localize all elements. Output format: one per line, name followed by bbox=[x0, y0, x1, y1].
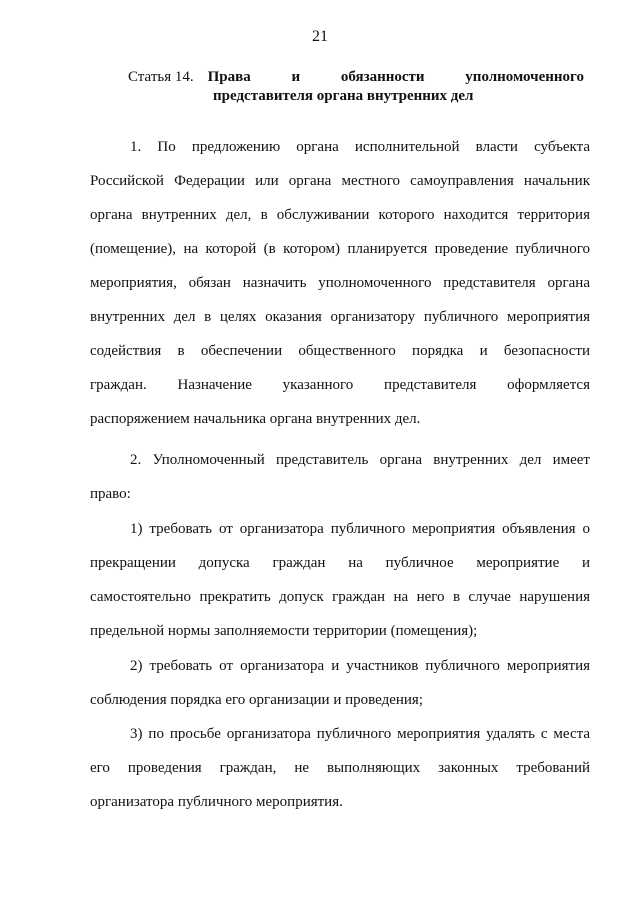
text-line: 3) по просьбе организатора публичного мероприятия удалять с места bbox=[130, 726, 590, 742]
paragraph-5 bbox=[90, 723, 590, 813]
text-line: 2. Уполномоченный представитель органа внутренних дел имеет bbox=[130, 452, 590, 468]
article-title-word: обязанности bbox=[340, 69, 425, 85]
article-heading-line-1 bbox=[128, 68, 584, 87]
text-line: граждан. Назначение указанного представителя оформляется bbox=[90, 377, 590, 393]
text-line: распоряжением начальника органа внутренних дел. bbox=[90, 411, 421, 427]
text-line: 1) требовать от организатора публичного мероприятия объявления о bbox=[130, 521, 590, 537]
article-title-word: уполномоченного bbox=[465, 69, 584, 85]
paragraph-1 bbox=[90, 136, 590, 430]
text-line: органа внутренних дел, в обслуживании которого находится территория bbox=[90, 207, 590, 223]
text-line: мероприятия, обязан назначить уполномоченного представителя органа bbox=[90, 275, 590, 291]
article-title-words bbox=[208, 68, 584, 87]
text-line: (помещение), на которой (в котором) планируется проведение публичного bbox=[90, 241, 590, 257]
text-line: право: bbox=[90, 486, 131, 502]
text-line: 1. По предложению органа исполнительной власти субъекта bbox=[130, 139, 590, 155]
paragraph-4 bbox=[90, 655, 590, 711]
text-line: прекращении допуска граждан на публичное мероприятие и bbox=[90, 555, 590, 571]
page-number: 21 bbox=[312, 28, 328, 45]
article-title-line-2: представителя органа внутренних дел bbox=[213, 88, 474, 104]
paragraph-3 bbox=[90, 518, 590, 642]
article-heading bbox=[128, 68, 584, 106]
article-title-word: и bbox=[291, 69, 301, 85]
text-line: его проведения граждан, не выполняющих законных требований bbox=[90, 760, 590, 776]
text-line: организатора публичного мероприятия. bbox=[90, 794, 343, 810]
text-line: соблюдения порядка его организации и проведения; bbox=[90, 692, 424, 708]
article-label: Статья 14. bbox=[128, 69, 194, 85]
text-line: самостоятельно прекратить допуск граждан на него в случае нарушения bbox=[90, 589, 590, 605]
text-line: 2) требовать от организатора и участников публичного мероприятия bbox=[130, 658, 590, 674]
text-line: внутренних дел в целях оказания организатору публичного мероприятия bbox=[90, 309, 590, 325]
article-title-word: Права bbox=[207, 69, 251, 85]
paragraph-2 bbox=[90, 449, 590, 505]
text-line: Российской Федерации или органа местного самоуправления начальник bbox=[90, 173, 590, 189]
text-line: предельной нормы заполняемости территории (помещения); bbox=[90, 623, 478, 639]
text-line: содействия в обеспечении общественного порядка и безопасности bbox=[90, 343, 590, 359]
